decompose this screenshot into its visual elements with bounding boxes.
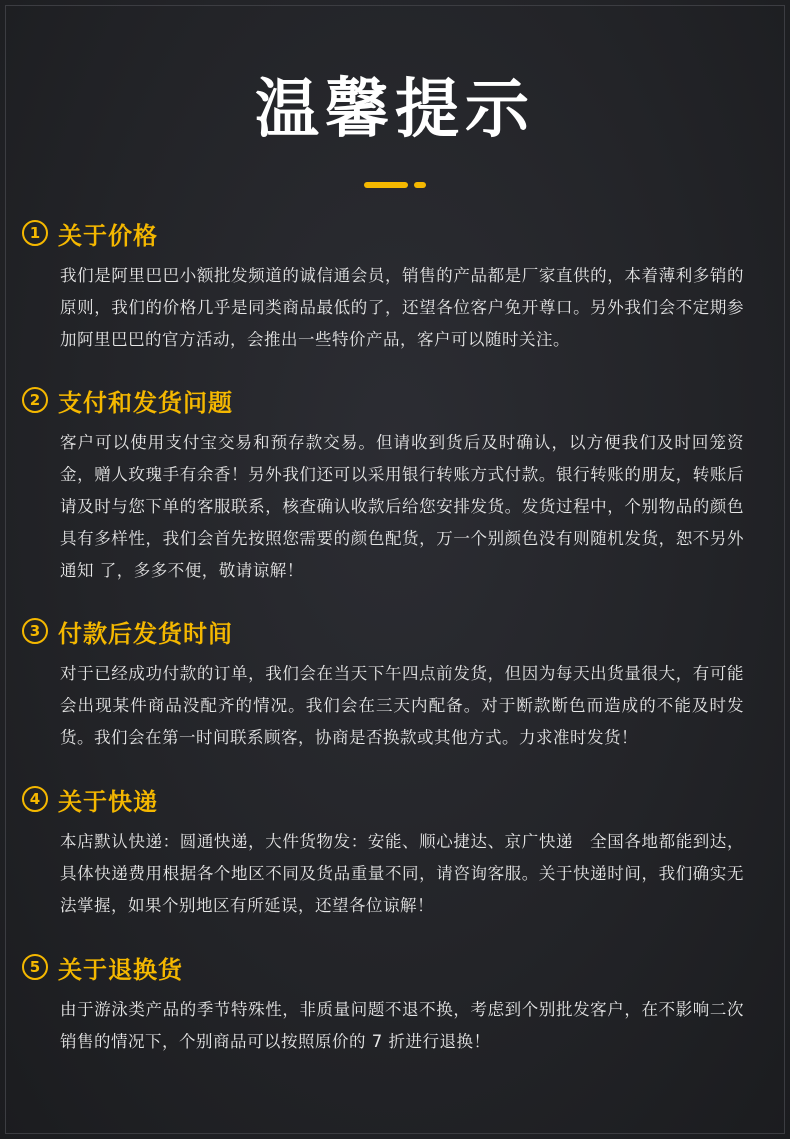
section-body: 本店默认快递：圆通快递，大件货物发：安能、顺心捷达、京广快递 全国各地都能到达，具体快递费用根据各个地区不同及货品重量不同，请咨询客服。关于快递时间，我们确实无法掌握，如果个别地区有所延误，还望各位谅解！: [60, 832, 744, 915]
section-heading: [22, 616, 742, 646]
section-heading: [22, 952, 742, 982]
section-number-badge: 3: [22, 618, 48, 644]
section-body: 对于已经成功付款的订单，我们会在当天下午四点前发货，但因为每天出货量很大，有可能会出现某件商品没配齐的情况。我们会在三天内配备。对于断款断色而造成的不能及时发货。我们会在第一时间联系顾客，协商是否换款或其他方式。力求准时发货！: [60, 664, 744, 747]
section-heading: [22, 385, 742, 415]
section-title: 付款后发货时间: [58, 619, 233, 648]
section-courier: [22, 784, 742, 922]
section-number-badge: 4: [22, 786, 48, 812]
section-title: 关于退换货: [58, 955, 183, 984]
section-returns: [22, 952, 742, 1058]
title-underline-dot: [414, 182, 426, 188]
section-number-badge: 5: [22, 954, 48, 980]
section-title: 支付和发货问题: [58, 388, 233, 417]
section-price: [22, 218, 742, 356]
section-heading: [22, 784, 742, 814]
section-number-badge: 2: [22, 387, 48, 413]
section-heading: [22, 218, 742, 248]
section-payment-shipping: [22, 385, 742, 587]
section-shipping-time: [22, 616, 742, 754]
section-title: 关于价格: [58, 221, 158, 250]
section-body: 客户可以使用支付宝交易和预存款交易。但请收到货后及时确认，以方便我们及时回笼资金，赠人玫瑰手有余香！另外我们还可以采用银行转账方式付款。银行转账的朋友，转账后请及时与您下单的客服联系，核查确认收款后给您安排发货。发货过程中，个别物品的颜色具有多样性，我们会首先按照您需要的颜色配货，万一个别颜色没有则随机发货，恕不另外通知 了，多多不便，敬请谅解！: [60, 433, 744, 580]
page-title: 温馨提示: [255, 73, 535, 147]
section-body: 由于游泳类产品的季节特殊性，非质量问题不退不换，考虑到个别批发客户，在不影响二次销售的情况下，个别商品可以按照原价的 7 折进行退换！: [60, 1000, 744, 1051]
section-title: 关于快递: [58, 787, 158, 816]
section-body: 我们是阿里巴巴小额批发频道的诚信通会员，销售的产品都是厂家直供的，本着薄利多销的原则，我们的价格几乎是同类商品最低的了，还望各位客户免开尊口。另外我们会不定期参加阿里巴巴的官方活动，会推出一些特价产品，客户可以随时关注。: [60, 266, 744, 349]
section-number-badge: 1: [22, 220, 48, 246]
title-underline-bar: [364, 182, 408, 188]
